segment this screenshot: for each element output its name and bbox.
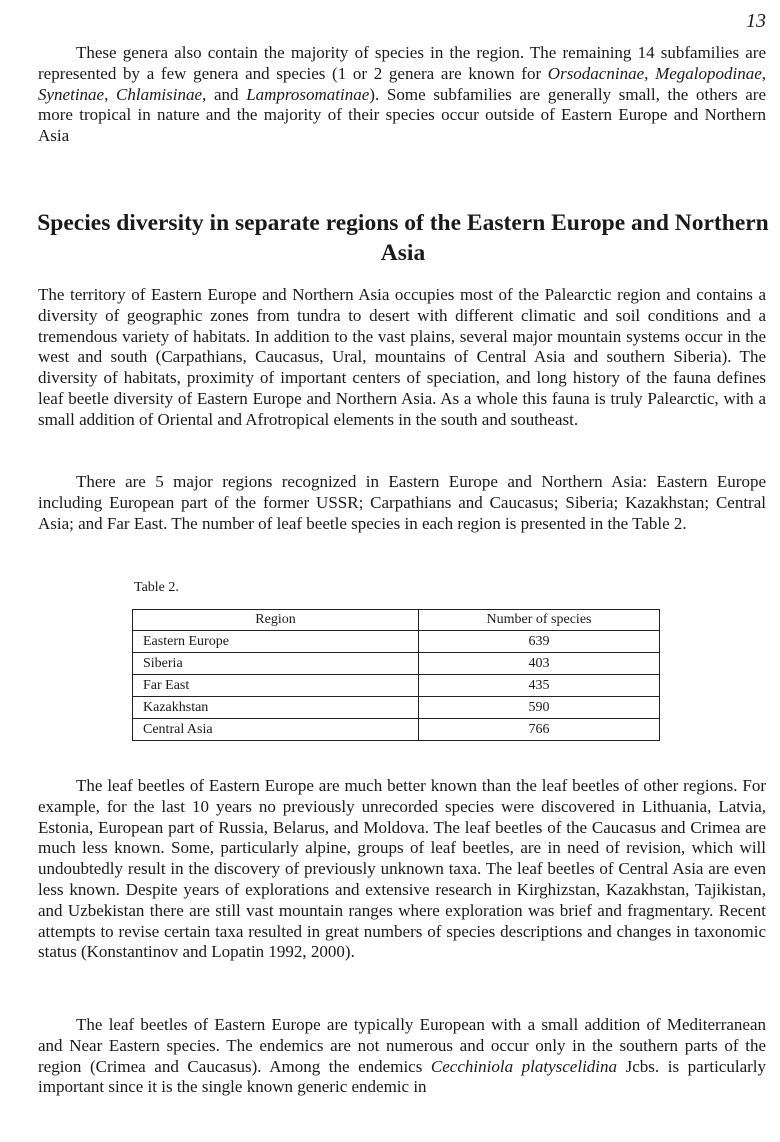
- column-header-region: Region: [133, 610, 419, 631]
- intro-text-2: ). Some subfamilies are generally small, the others are more tropical in nature and the majority of their species occur outside of Eastern Europe and Northern Asia: [38, 84, 767, 146]
- separator: , and: [202, 84, 247, 104]
- taxon-name: Orsodacninae: [547, 63, 645, 83]
- region-cell: Far East: [133, 675, 419, 697]
- region-cell: Siberia: [133, 653, 419, 675]
- count-cell: 435: [419, 675, 660, 697]
- paragraph-knowledge: The leaf beetles of Eastern Europe are much better known than the leaf beetles of other regions. For example, for the last 10 years no previously unrecorded species were discovered in Lithuania, Latvia, Estonia, European part of Russia, Belarus, and Moldova. The leaf beetles of the Caucasus and Crimea are much less known. Some, particularly alpine, groups of leaf beetles, are in need of revision, which will undoubtedly result in the discovery of previously unknown taxa. The leaf beetles of Central Asia are even less known. Despite years of explorations and extensive research in Kirghizstan, Kazakhstan, Tajikistan, and Uzbekistan there are still vast mountain ranges where exploration was brief and fragmentary. Recent attempts to revise certain taxa resulted in great numbers of species descriptions and changes in taxonomic status (Konstantinov and Lopatin 1992, 2000).: [38, 776, 766, 962]
- table-row: [133, 719, 660, 741]
- count-cell: 766: [419, 719, 660, 741]
- separator: ,: [644, 63, 656, 83]
- table-caption: Table 2.: [134, 580, 179, 595]
- section-heading: Species diversity in separate regions of the Eastern Europe and Northern Asia: [37, 210, 769, 266]
- table-row: [133, 697, 660, 719]
- table-row: [133, 653, 660, 675]
- table-row: [133, 675, 660, 697]
- page-number: 13: [746, 10, 766, 32]
- count-cell: 590: [419, 697, 660, 719]
- paragraph-endemics: [38, 1015, 766, 1098]
- taxon-name: Cecchiniola platyscelidina: [430, 1056, 618, 1076]
- intro-text-1: These genera also contain the majority of species in the region. The remaining 14 subfamilies are represented by a few genera and species (1 or 2 genera are known for: [38, 43, 766, 83]
- taxon-name: Megalopodinae: [655, 63, 762, 83]
- region-cell: Eastern Europe: [133, 631, 419, 653]
- table-header-row: [133, 610, 660, 631]
- separator: ,: [761, 63, 767, 83]
- count-cell: 403: [419, 653, 660, 675]
- taxon-name: Synetinae: [38, 84, 105, 104]
- species-table: [132, 609, 660, 741]
- endemics-text-2: Jcbs. is particularly important since it is the single known generic endemic in: [38, 1056, 767, 1097]
- column-header-count: Number of species: [419, 610, 660, 631]
- endemics-text-1: The leaf beetles of Eastern Europe are typically European with a small addition of Mediterranean and Near Eastern species. The endemics are not numerous and occur only in the southern parts of the region (Crimea and Caucasus). Among the endemics: [38, 1015, 766, 1076]
- region-cell: Central Asia: [133, 719, 419, 741]
- intro-paragraph: [38, 43, 766, 147]
- taxon-name: Lamprosomatinae: [246, 84, 370, 104]
- taxon-name: Chlamisinae: [116, 84, 202, 104]
- count-cell: 639: [419, 631, 660, 653]
- separator: ,: [104, 84, 117, 104]
- paragraph-territory: The territory of Eastern Europe and Northern Asia occupies most of the Palearctic region and contains a diversity of geographic zones from tundra to desert with different climatic and soil conditions and a tremendous variety of habitats. In addition to the vast plains, several major mountain systems occur in the west and south (Carpathians, Caucasus, Ural, mountains of Central Asia and southern Siberia). The diversity of habitats, proximity of important centers of speciation, and long history of the fauna defines leaf beetle diversity of Eastern Europe and Northern Asia. As a whole this fauna is truly Palearctic, with a small addition of Oriental and Afrotropical elements in the south and southeast.: [38, 285, 766, 429]
- region-cell: Kazakhstan: [133, 697, 419, 719]
- paragraph-regions: There are 5 major regions recognized in Eastern Europe and Northern Asia: Eastern Europe including European part of the former USSR; Carpathians and Caucasus; Siberia; Kazakhstan; Central Asia; and Far East. The number of leaf beetle species in each region is presented in the Table 2.: [38, 472, 766, 533]
- table-row: [133, 631, 660, 653]
